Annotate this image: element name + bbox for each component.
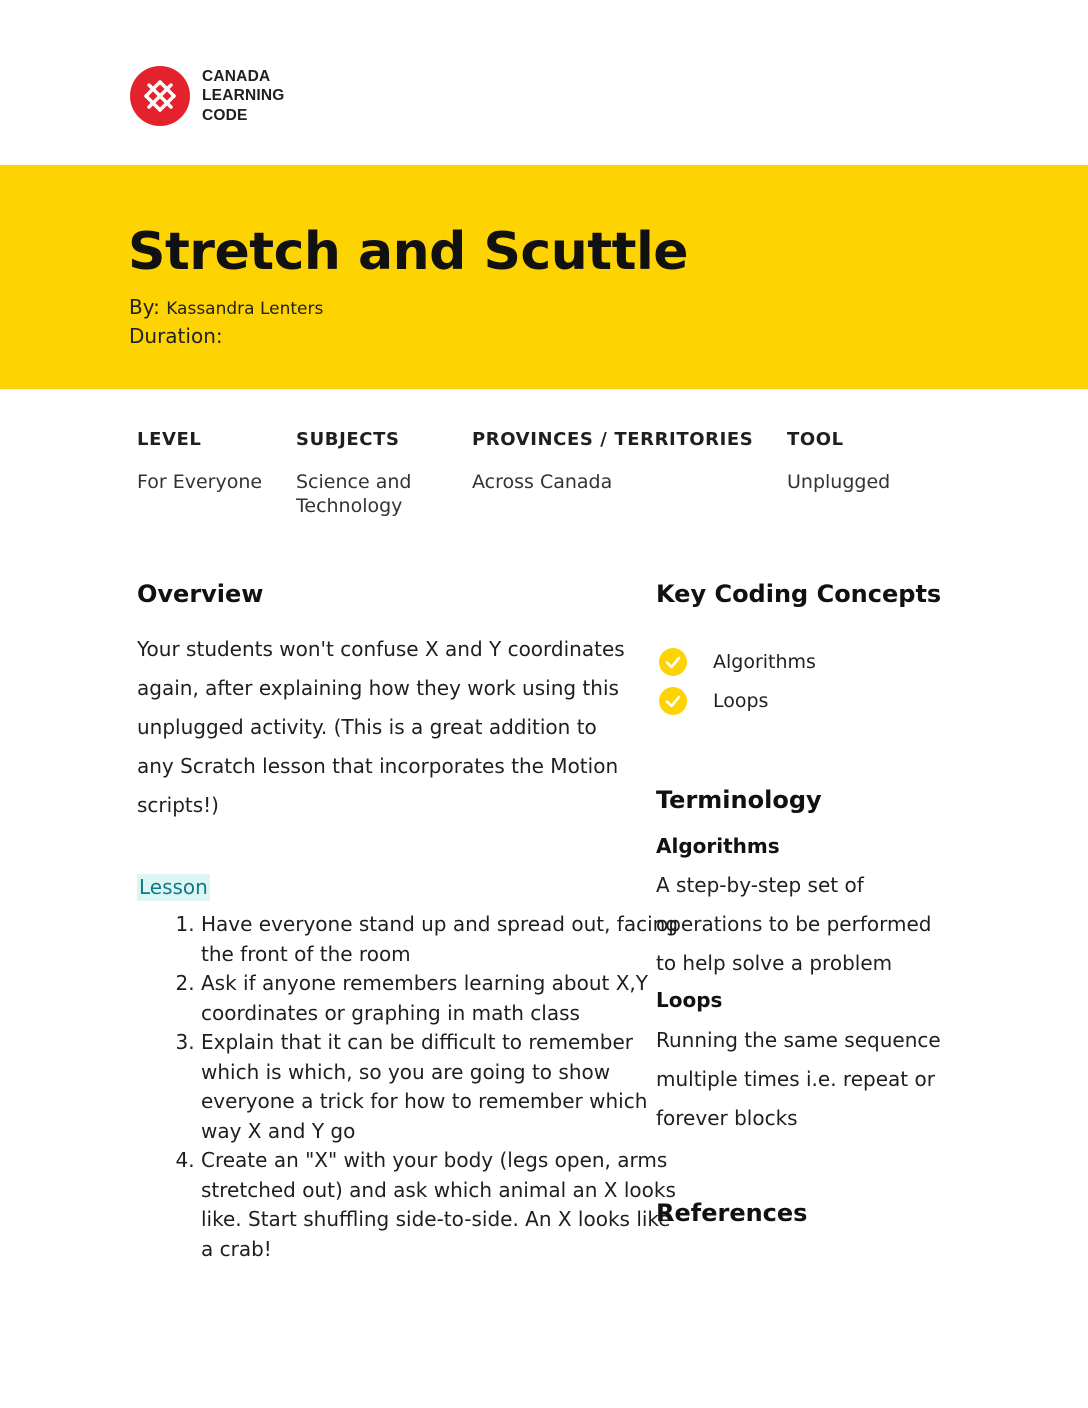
meta-heading: PROVINCES / TERRITORIES [472,429,754,450]
logo-line: LEARNING [202,87,285,105]
meta-heading: LEVEL [137,429,202,450]
organization-logo [130,66,285,126]
list-item: 2. Ask if anyone remembers learning about X,Y coordinates or graphing in math class [201,969,681,1028]
lesson-steps [160,910,681,1264]
concept-item [658,681,816,720]
meta-subjects [296,429,436,518]
overview-text: Your students won't confuse X and Y coordinates again, after explaining how they work using this unplugged activity. (This is a great addition to any Scratch lesson that incorporates the Motion scripts!) [137,637,625,817]
logo-line: CANADA [202,67,271,85]
overview-heading: Overview [137,580,264,608]
meta-value: For Everyone [137,471,263,493]
key-concepts-list [658,642,816,720]
meta-level [137,429,287,494]
meta-tool [787,429,937,494]
key-concepts-heading: Key Coding Concepts [656,580,942,608]
author-name: Kassandra Lenters [166,299,324,319]
lesson-label: Lesson [139,875,208,899]
meta-provinces [472,429,772,494]
logo-wordmark [202,67,285,126]
byline [129,295,323,319]
check-circle-icon [658,686,688,716]
term-title: Loops [656,988,723,1012]
concept-label: Algorithms [713,650,816,673]
canada-learning-code-logo-icon [130,66,190,126]
term-title: Algorithms [656,834,780,858]
list-item: 4. Create an "X" with your body (legs open, arms stretched out) and ask which animal an X looks like. Start shuffling side-to-side. An X looks like a crab! [201,1146,681,1264]
term-definition: A step-by-step set of operations to be performed to help solve a problem [656,873,932,975]
check-circle-icon [658,647,688,677]
list-item: 1. Have everyone stand up and spread out, facing the front of the room [201,910,681,969]
meta-heading: TOOL [787,429,844,450]
meta-value: Science and Technology [296,471,412,517]
duration-label: Duration: [129,324,223,348]
by-label: By: [129,295,160,319]
terminology-heading: Terminology [656,786,822,814]
concept-label: Loops [713,689,769,712]
list-item: 3. Explain that it can be difficult to remember which is which, so you are going to show everyone a trick for how to remember which way X and Y go [201,1028,681,1146]
meta-value: Unplugged [787,471,891,493]
logo-line: CODE [202,106,248,124]
concept-item [658,642,816,681]
meta-value: Across Canada [472,471,613,493]
meta-heading: SUBJECTS [296,429,400,450]
term-definition: Running the same sequence multiple times i.e. repeat or forever blocks [656,1028,941,1130]
references-heading: References [656,1199,808,1227]
page-title: Stretch and Scuttle [128,222,689,282]
